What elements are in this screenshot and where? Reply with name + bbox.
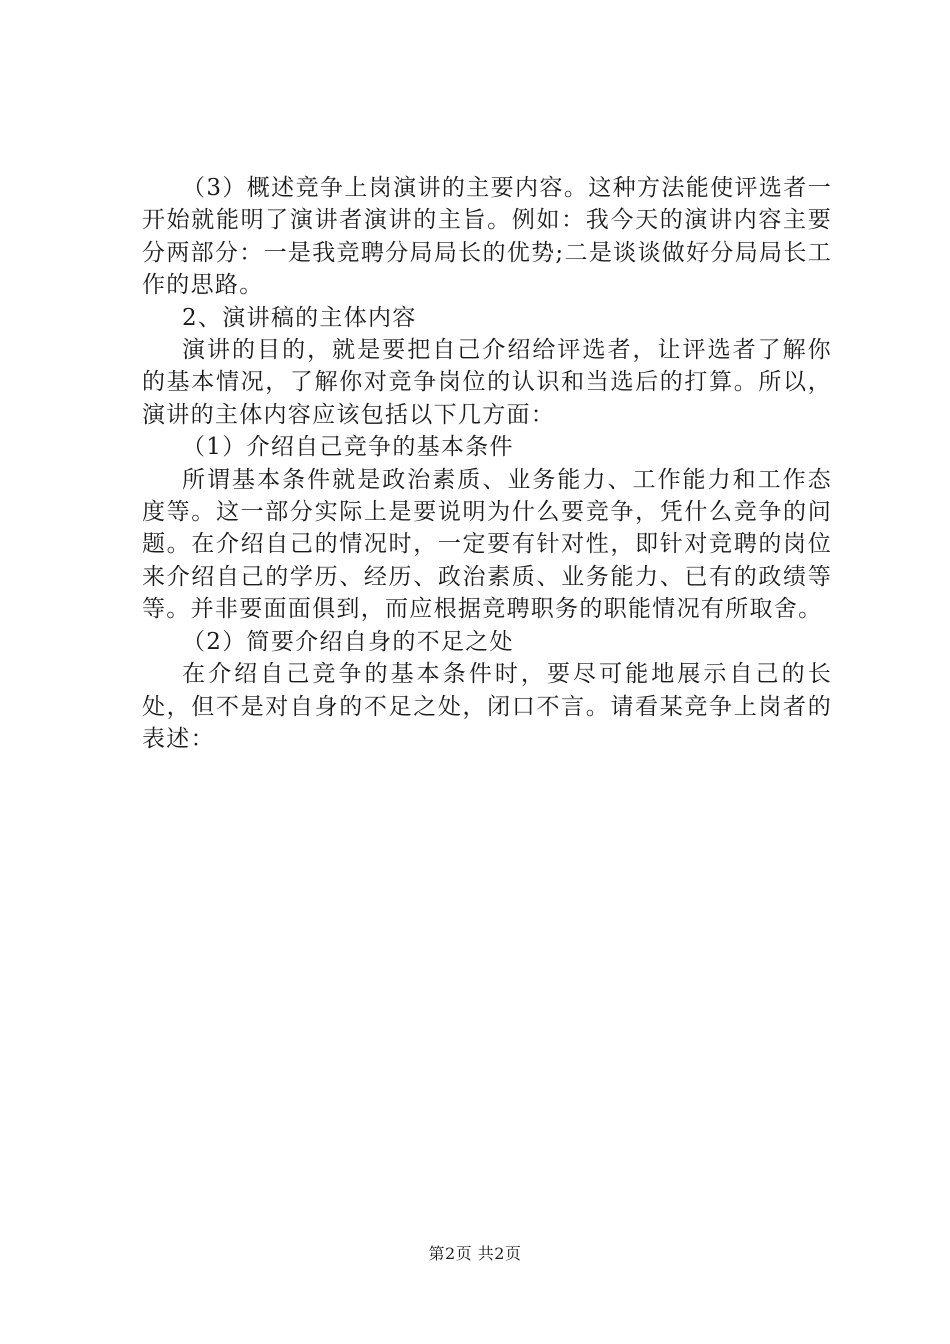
paragraph-shortcomings: 在介绍自己竞争的基本条件时，要尽可能地展示自己的长处，但不是对自身的不足之处，闭口不言。请看某竞争上岗者的表述： xyxy=(142,661,832,752)
heading-basic-conditions: （1）介绍自己竞争的基本条件 xyxy=(182,434,514,461)
paragraph-summary-method: （3）概述竞争上岗演讲的主要内容。这种方法能使评选者一开始就能明了演讲者演讲的主旨。例如：我今天的演讲内容主要分两部分：一是我竞聘分局局长的优势;二是谈谈做好分局局长工作的思路。 xyxy=(142,175,832,299)
paragraph-basic-conditions: 所谓基本条件就是政治素质、业务能力、工作能力和工作态度等。这一部分实际上是要说明为什么要竞争，凭什么竞争的问题。在介绍自己的情况时，一定要有针对性，即针对竞聘的岗位来介绍自己的学历、经历、政治素质、业务能力、已有的政绩等等。并非要面面俱到，而应根据竞聘职务的职能情况有所取舍。 xyxy=(142,466,832,623)
heading-shortcomings: （2）简要介绍自身的不足之处 xyxy=(182,628,514,655)
paragraph-speech-purpose: 演讲的目的，就是要把自己介绍给评选者，让评选者了解你的基本情况，了解你对竞争岗位的认识和当选后的打算。所以，演讲的主体内容应该包括以下几方面： xyxy=(142,337,832,428)
document-body xyxy=(142,172,832,755)
page-number: 第2页 共2页 xyxy=(428,1244,522,1263)
heading-main-content: 2、演讲稿的主体内容 xyxy=(182,304,417,331)
page-footer xyxy=(0,1244,950,1264)
